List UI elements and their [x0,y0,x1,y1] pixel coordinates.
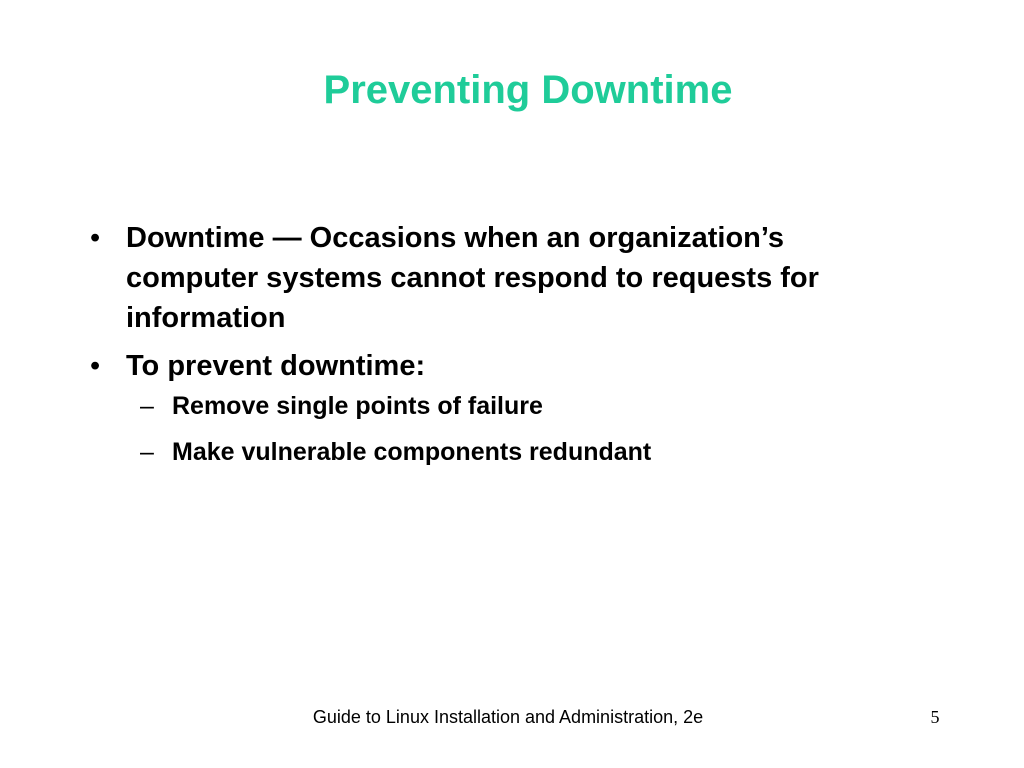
page-number: 5 [930,707,940,727]
sub-bullet-list [126,388,918,470]
bullet-item [88,346,918,470]
footer-text: Guide to Linux Installation and Administration, 2e [312,707,704,727]
bullet-text: Downtime — Occasions when an organization’s computer systems cannot respond to requests for information [126,222,819,334]
bullet-marker: • [90,222,101,254]
sub-bullet-item [126,388,918,424]
sub-bullet-marker: – [140,438,154,466]
bullet-marker: • [90,350,101,382]
bullet-item [88,218,918,338]
sub-bullet-item [126,434,918,470]
slide-title: Preventing Downtime [323,68,733,112]
bullet-text: To prevent downtime: [126,350,426,382]
sub-bullet-text: Remove single points of failure [172,392,543,420]
bullet-list [88,218,918,480]
sub-bullet-text: Make vulnerable components redundant [172,438,652,466]
sub-bullet-marker: – [140,392,154,420]
